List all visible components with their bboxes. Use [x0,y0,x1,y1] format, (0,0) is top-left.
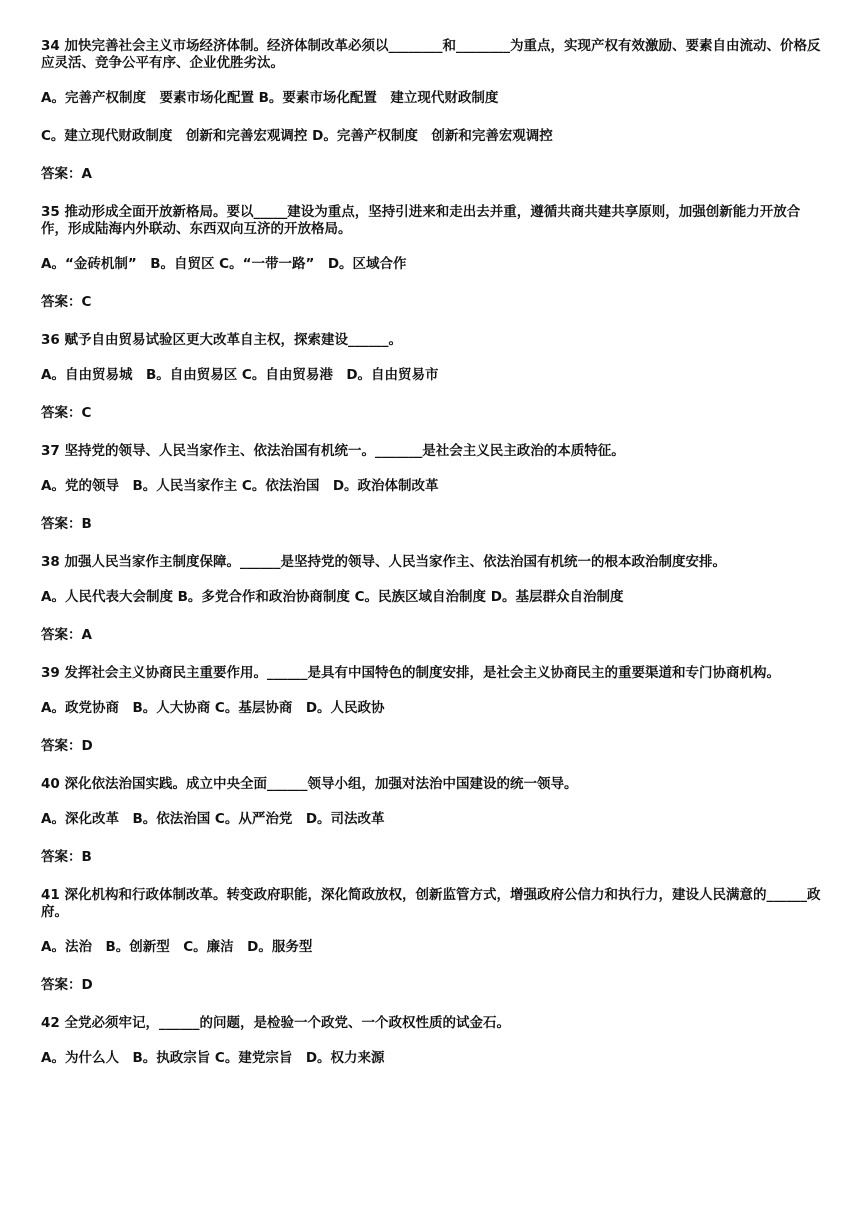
question-text: 36 赋予自由贸易试验区更大改革自主权，探索建设______。 [41,332,402,348]
question-block [41,443,821,533]
answer-text: 答案：D [41,977,93,993]
answer-text: 答案：D [41,738,93,754]
document-page [41,38,821,1088]
options-text: A。“金砖机制” B。自贸区 C。“一带一路” D。区域合作 [41,256,407,272]
question-block [41,38,821,183]
options-text: A。人民代表大会制度 B。多党合作和政治协商制度 C。民族区域自治制度 D。基层群众自治制度 [41,589,624,605]
answer-text: 答案：A [41,166,92,182]
options-text: A。政党协商 B。人大协商 C。基层协商 D。人民政协 [41,700,385,716]
question-text: 38 加强人民当家作主制度保障。______是坚持党的领导、人民当家作主、依法治国有机统一的根本政治制度安排。 [41,554,726,570]
options-text: A。深化改革 B。依法治国 C。从严治党 D。司法改革 [41,811,385,827]
answer-text: 答案：A [41,627,92,643]
options-text: A。自由贸易城 B。自由贸易区 C。自由贸易港 D。自由贸易市 [41,367,439,383]
question-block [41,665,821,755]
question-text: 42 全党必须牢记，______的问题，是检验一个政党、一个政权性质的试金石。 [41,1015,510,1031]
answer-text: 答案：C [41,405,92,421]
question-block [41,332,821,422]
question-text: 41 深化机构和行政体制改革。转变政府职能，深化简政放权，创新监管方式，增强政府公信力和执行力，建设人民满意的______政府。 [41,887,821,920]
answer-text: 答案：C [41,294,92,310]
question-text: 34 加快完善社会主义市场经济体制。经济体制改革必须以________和________为重点，实现产权有效激励、要素自由流动、价格反应灵活、竞争公平有序、企业优胜劣汰。 [41,38,821,71]
answer-text: 答案：B [41,849,92,865]
options-text: A。党的领导 B。人民当家作主 C。依法治国 D。政治体制改革 [41,478,439,494]
question-block [41,1015,821,1067]
question-text: 40 深化依法治国实践。成立中央全面______领导小组，加强对法治中国建设的统一领导。 [41,776,578,792]
options-text: A。为什么人 B。执政宗旨 C。建党宗旨 D。权力来源 [41,1050,385,1066]
answer-text: 答案：B [41,516,92,532]
options-text: C。建立现代财政制度 创新和完善宏观调控 D。完善产权制度 创新和完善宏观调控 [41,128,553,144]
question-text: 37 坚持党的领导、人民当家作主、依法治国有机统一。_______是社会主义民主政治的本质特征。 [41,443,625,459]
question-text: 39 发挥社会主义协商民主重要作用。______是具有中国特色的制度安排，是社会主义协商民主的重要渠道和专门协商机构。 [41,665,780,681]
question-text: 35 推动形成全面开放新格局。要以_____建设为重点，坚持引进来和走出去并重，遵循共商共建共享原则，加强创新能力开放合作，形成陆海内外联动、东西双向互济的开放格局。 [41,204,801,237]
question-block [41,776,821,866]
options-text: A。法治 B。创新型 C。廉洁 D。服务型 [41,939,313,955]
question-block [41,554,821,644]
question-block [41,887,821,994]
question-block [41,204,821,311]
options-text: A。完善产权制度 要素市场化配置 B。要素市场化配置 建立现代财政制度 [41,90,499,106]
